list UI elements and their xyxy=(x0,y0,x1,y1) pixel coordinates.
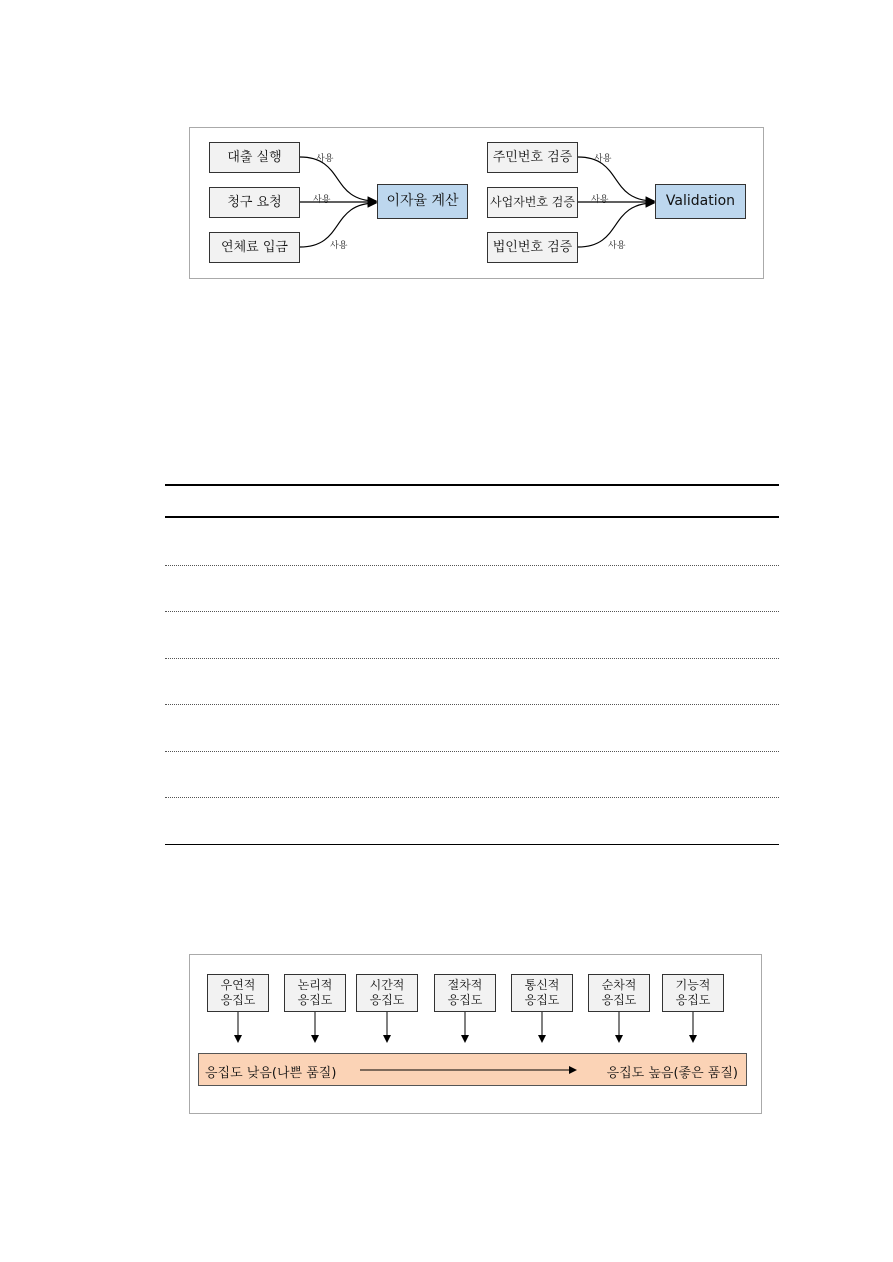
cohesion-box-communicational: 통신적 응집도 xyxy=(511,974,573,1012)
edge-label: 사용 xyxy=(316,154,334,164)
source-box-late-fee: 연체료 입금 xyxy=(209,232,300,263)
source-box-loan: 대출 실행 xyxy=(209,142,300,173)
source-box-resident-id: 주민번호 검증 xyxy=(487,142,578,173)
edge-label: 사용 xyxy=(313,195,331,205)
edge-label: 사용 xyxy=(591,195,609,205)
source-box-business-id: 사업자번호 검증 xyxy=(487,187,578,218)
scale-low-label: 응집도 낮음(나쁜 품질) xyxy=(205,1066,337,1081)
edge-label: 사용 xyxy=(608,241,626,251)
cohesion-box-procedural: 절차적 응집도 xyxy=(434,974,496,1012)
scale-high-label: 응집도 높음(좋은 품질) xyxy=(606,1066,738,1081)
target-box-interest: 이자율 계산 xyxy=(377,184,468,219)
target-box-validation: Validation xyxy=(655,184,746,219)
cohesion-box-logical: 논리적 응집도 xyxy=(284,974,346,1012)
source-box-billing: 청구 요청 xyxy=(209,187,300,218)
cohesion-box-sequential: 순차적 응집도 xyxy=(588,974,650,1012)
cohesion-box-functional: 기능적 응집도 xyxy=(662,974,724,1012)
cohesion-box-coincidental: 우연적 응집도 xyxy=(207,974,269,1012)
edge-label: 사용 xyxy=(594,154,612,164)
cohesion-box-temporal: 시간적 응집도 xyxy=(356,974,418,1012)
edge-label: 사용 xyxy=(330,241,348,251)
source-box-corp-id: 법인번호 검증 xyxy=(487,232,578,263)
